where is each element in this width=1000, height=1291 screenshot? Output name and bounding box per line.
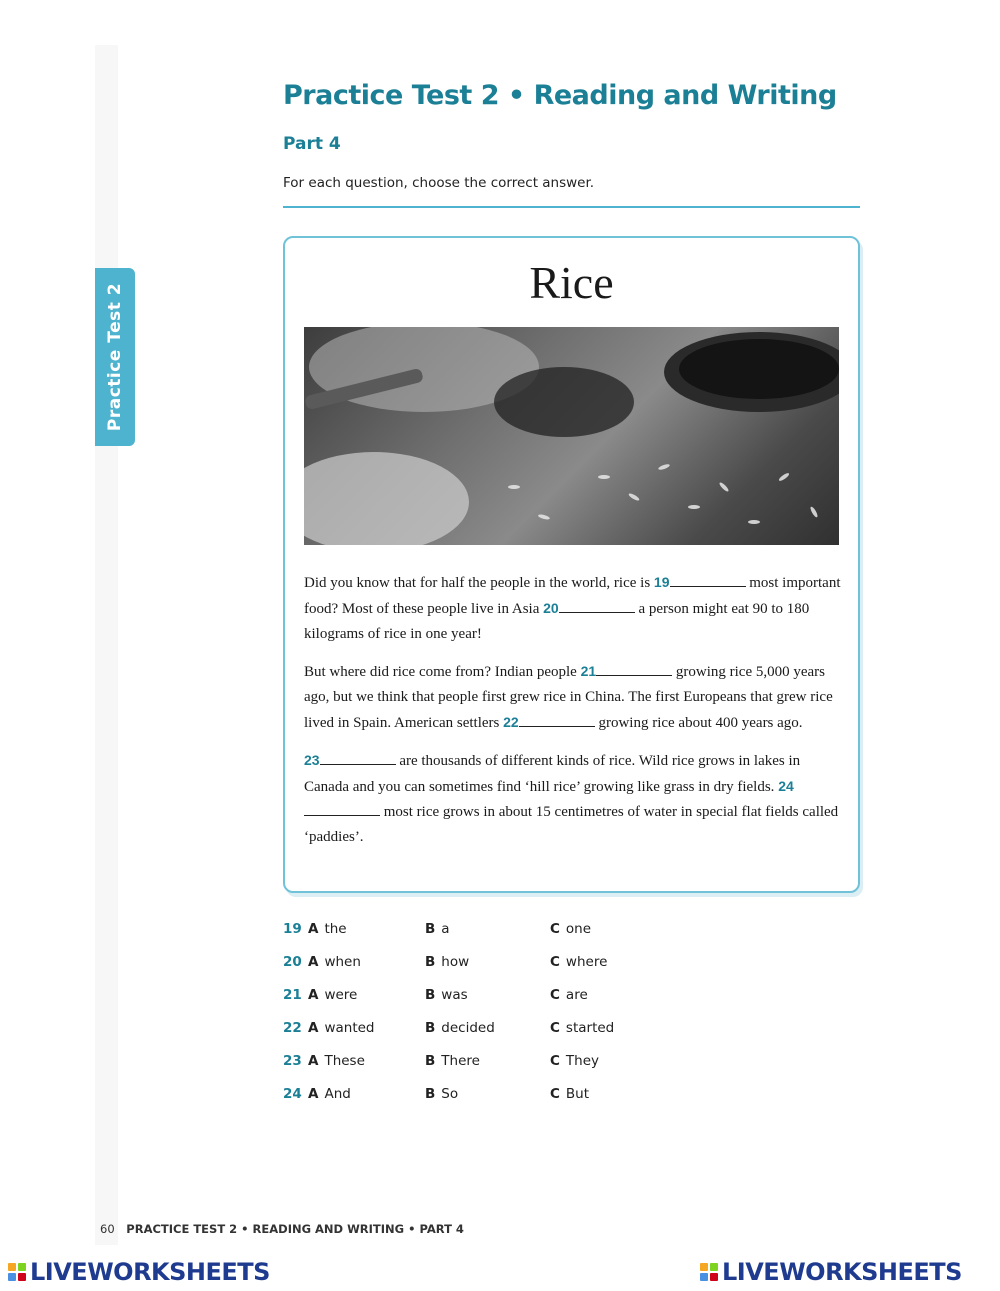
passage-paragraph <box>304 570 844 647</box>
option-a[interactable] <box>308 987 357 1003</box>
option-text: are <box>565 987 588 1003</box>
option-text: And <box>324 1086 351 1102</box>
brand-name: LIVEWORKSHEETS <box>722 1258 962 1286</box>
option-letter: B <box>425 987 436 1003</box>
option-c[interactable] <box>550 1020 614 1036</box>
answer-blank[interactable] <box>670 573 746 587</box>
option-letter: C <box>550 921 560 937</box>
option-text: wanted <box>324 1020 375 1036</box>
page-footer <box>100 1222 464 1236</box>
option-letter: C <box>550 1020 560 1036</box>
option-b[interactable] <box>425 987 468 1003</box>
brand-square <box>710 1273 718 1281</box>
option-letter: A <box>308 954 319 970</box>
option-letter: B <box>425 1020 436 1036</box>
option-letter: B <box>425 954 436 970</box>
brand-square <box>8 1273 16 1281</box>
option-b[interactable] <box>425 921 450 937</box>
option-letter: B <box>425 1086 436 1102</box>
option-letter: C <box>550 987 560 1003</box>
question-number: 19 <box>283 921 302 937</box>
brand-grid-icon <box>8 1263 26 1281</box>
brand-logo-left[interactable] <box>8 1258 270 1286</box>
question-row <box>283 987 843 1020</box>
answer-blank[interactable] <box>596 662 672 676</box>
question-row <box>283 921 843 954</box>
rice-photo <box>304 327 839 545</box>
answer-blank[interactable] <box>559 599 635 613</box>
option-a[interactable] <box>308 921 347 937</box>
option-text: They <box>565 1053 600 1069</box>
option-a[interactable] <box>308 1020 375 1036</box>
brand-square <box>710 1263 718 1271</box>
brand-logo-right[interactable] <box>700 1258 962 1286</box>
option-text: These <box>324 1053 365 1069</box>
passage-text: most rice grows in about 15 centimetres of water in special flat fields called ‘paddies’. <box>304 804 839 845</box>
option-text: But <box>565 1086 590 1102</box>
question-number: 20 <box>543 600 559 616</box>
option-c[interactable] <box>550 1053 599 1069</box>
article-title: Rice <box>529 257 614 308</box>
question-row <box>283 1053 843 1086</box>
instruction-text: For each question, choose the correct answer. <box>283 175 595 191</box>
side-tab <box>95 268 135 446</box>
question-number: 23 <box>283 1053 302 1069</box>
option-b[interactable] <box>425 1053 480 1069</box>
brand-square <box>18 1263 26 1271</box>
brand-square <box>8 1263 16 1271</box>
option-c[interactable] <box>550 1086 589 1102</box>
question-row <box>283 1020 843 1053</box>
option-letter: A <box>308 1086 319 1102</box>
option-b[interactable] <box>425 954 469 970</box>
passage-text: are thousands of different kinds of rice. Wild rice grows in lakes in Canada and you can sometimes find ‘hill rice’ growing like grass in dry fields. <box>304 753 801 795</box>
answer-blank[interactable] <box>320 751 396 765</box>
page-title: Practice Test 2 • Reading and Writing <box>283 80 837 111</box>
passage-text: growing rice 5,000 years ago, but we think that people first grew rice in China. The first Europeans that grew rice lived in Spain. American settlers <box>304 664 833 731</box>
option-text: started <box>565 1020 615 1036</box>
article-passage <box>304 570 844 862</box>
option-c[interactable] <box>550 954 607 970</box>
option-b[interactable] <box>425 1020 495 1036</box>
rice-photo-illustration <box>304 327 839 545</box>
option-c[interactable] <box>550 987 588 1003</box>
option-letter: A <box>308 1053 319 1069</box>
option-letter: A <box>308 1020 319 1036</box>
option-text: decided <box>441 1020 495 1036</box>
question-number: 21 <box>283 987 302 1003</box>
option-text: where <box>565 954 608 970</box>
footer-label: PRACTICE TEST 2 • READING AND WRITING • PART 4 <box>126 1222 464 1236</box>
option-c[interactable] <box>550 921 591 937</box>
page-number: 60 <box>100 1222 115 1236</box>
option-a[interactable] <box>308 954 361 970</box>
option-text: There <box>441 1053 480 1069</box>
question-number: 22 <box>283 1020 302 1036</box>
brand-square <box>700 1263 708 1271</box>
question-number: 22 <box>503 714 519 730</box>
question-number: 24 <box>283 1086 302 1102</box>
option-text: So <box>441 1086 459 1102</box>
option-letter: A <box>308 921 319 937</box>
passage-paragraph <box>304 748 844 850</box>
option-text: when <box>324 954 361 970</box>
option-text: a <box>441 921 450 937</box>
answer-blank[interactable] <box>304 802 380 816</box>
question-number: 21 <box>580 663 597 679</box>
side-tab-label: Practice Test 2 <box>105 282 126 432</box>
part-heading: Part 4 <box>283 134 341 154</box>
option-text: how <box>441 954 470 970</box>
question-row <box>283 1086 843 1119</box>
option-text: the <box>324 921 347 937</box>
option-letter: B <box>425 1053 436 1069</box>
passage-text: a person might eat 90 to 180 kilograms of rice in one year! <box>304 601 810 642</box>
brand-square <box>18 1273 26 1281</box>
option-text: one <box>565 921 592 937</box>
option-a[interactable] <box>308 1086 351 1102</box>
passage-text: most important food? Most of these people live in Asia <box>304 575 841 617</box>
header-divider <box>283 206 860 208</box>
answer-blank[interactable] <box>519 713 595 727</box>
article-box <box>283 236 860 893</box>
brand-square <box>700 1273 708 1281</box>
option-text: was <box>441 987 468 1003</box>
answer-options <box>283 921 843 1119</box>
brand-name: LIVEWORKSHEETS <box>30 1258 270 1286</box>
passage-text: But where did rice come from? Indian people <box>304 664 581 680</box>
option-a[interactable] <box>308 1053 365 1069</box>
question-row <box>283 954 843 987</box>
option-letter: C <box>550 954 560 970</box>
question-number: 24 <box>778 778 794 794</box>
option-letter: C <box>550 1086 560 1102</box>
brand-grid-icon <box>700 1263 718 1281</box>
option-letter: C <box>550 1053 560 1069</box>
option-letter: B <box>425 921 436 937</box>
option-text: were <box>324 987 358 1003</box>
question-number: 19 <box>653 574 670 590</box>
passage-text: growing rice about 400 years ago. <box>594 715 803 731</box>
passage-text: Did you know that for half the people in the world, rice is <box>304 575 654 591</box>
question-number: 23 <box>304 752 320 768</box>
option-letter: A <box>308 987 319 1003</box>
option-b[interactable] <box>425 1086 458 1102</box>
question-number: 20 <box>283 954 302 970</box>
passage-paragraph <box>304 659 844 736</box>
